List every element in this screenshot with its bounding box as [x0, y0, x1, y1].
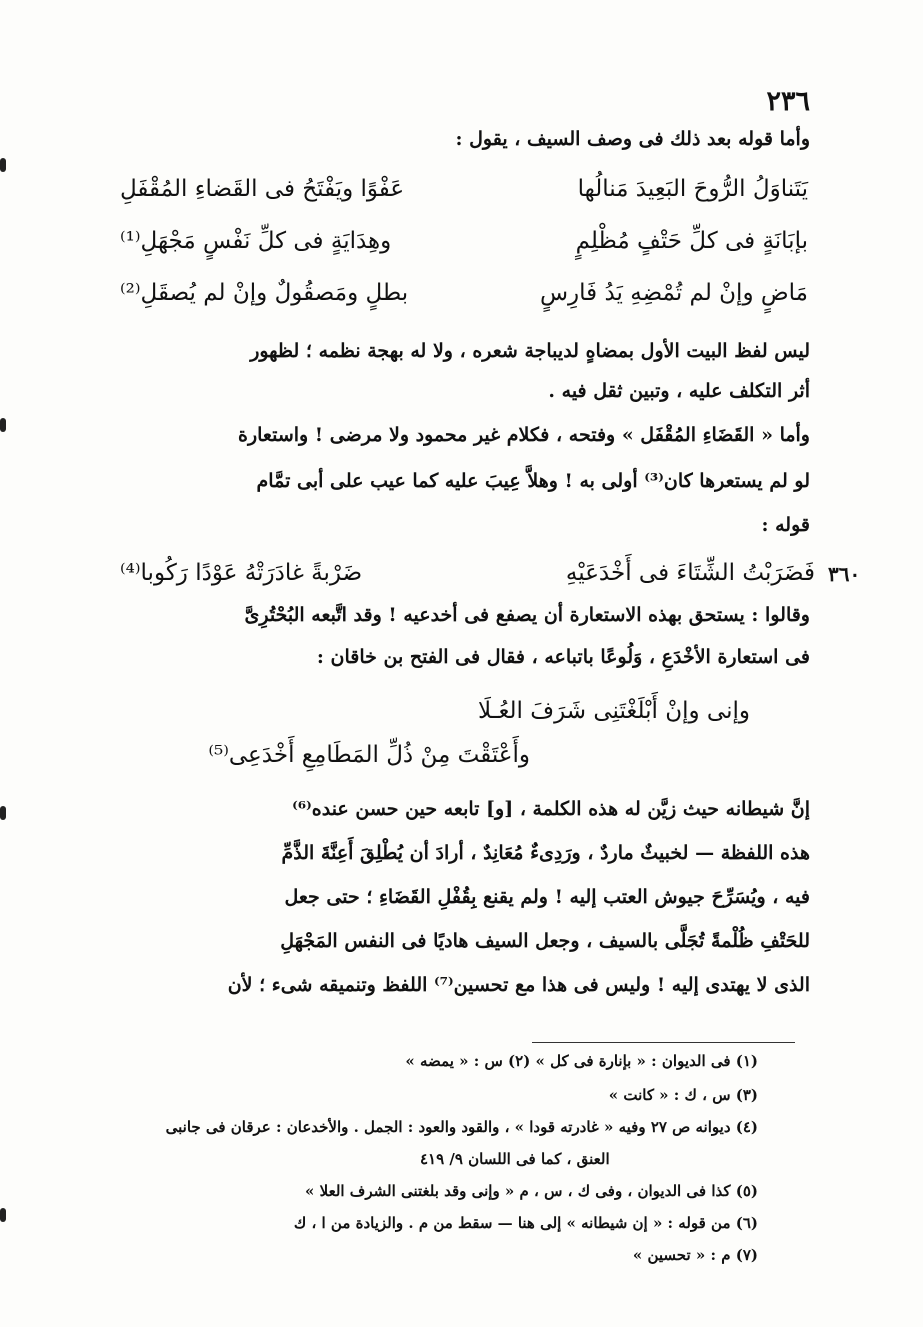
footnote-divider — [532, 1042, 795, 1043]
paragraph-line: لو لم يستعرها كان⁽³⁾ أولى به ! وهلاَّ عِيبَ عليه كما عيب على أبى تمَّام — [256, 470, 810, 492]
paragraph-line: ليس لفظ البيت الأول بمضاهٍ لديباجة شعره ، ولا له بهجة نظمه ؛ لظهور — [250, 340, 810, 362]
verse-number: ٣٦٠ — [828, 562, 861, 586]
paragraph-line: قوله : — [761, 514, 810, 536]
paragraph-line: وأما « القَضَاءِ المُقْفَل » وفتحه ، فكلام غير محمود ولا مرضى ! واستعارة — [238, 424, 810, 446]
paragraph-line: فى استعارة الأخْدَعِ ، وَلُوعًا باتباعه ، فقال فى الفتح بن خاقان : — [316, 646, 810, 668]
footnote: (٦) من قوله : « إن شيطانه » إلى هنا — سقط من م . والزيادة من ا ، ك — [293, 1214, 758, 1232]
verse-hemistich-left: وهِدَايَةٍ فى كلِّ نَفْسٍ مَجْهَلِ⁽¹⁾ — [120, 228, 392, 254]
paragraph-line: للحَتْفِ ظُلْمةً تُجَلَّى بالسيف ، وجعل السيف هاديًا فى النفس المَجْهَلِ — [280, 930, 810, 952]
verse-hemistich-left: ضَرْبةً غادَرَتْهُ عَوْدًا رَكُوبا⁽⁴⁾ — [120, 560, 363, 586]
scan-speck — [0, 1208, 6, 1222]
footnote: العنق ، كما فى اللسان ٩/ ٤١٩ — [420, 1150, 610, 1168]
paragraph-line: الذى لا يهتدى إليه ! وليس فى هذا مع تحسين⁽⁷⁾ اللفظ وتنميقه شىء ؛ لأن — [227, 974, 810, 996]
footnote: (٥) كذا فى الديوان ، وفى ك ، س ، م « وإنى وقد بلغتنى الشرف العلا » — [305, 1182, 758, 1200]
verse-hemistich-right: يَتَناوَلُ الرُّوحَ البَعِيدَ مَنالُها — [577, 176, 808, 202]
verse-hemistich-left: عَفْوًا ويَفْتَحُ فى القَضاءِ المُقْفَلِ — [120, 176, 405, 202]
paragraph-line: أثر التكلف عليه ، وتبين ثقل فيه . — [548, 380, 810, 402]
page-number: ٢٣٦ — [766, 86, 810, 117]
poem-line: وأَعْتَقْتَ مِنْ ذُلِّ المَطَامِعِ أَخْدَعِى⁽⁵⁾ — [208, 742, 530, 768]
paragraph-line: فيه ، ويُسَرِّحَ جيوش العتب إليه ! ولم يقنع بِقُفْلِ القَضَاءِ ؛ حتى جعل — [284, 886, 810, 908]
scan-speck — [0, 418, 6, 432]
footnote: (٧) م : « تحسين » — [632, 1246, 758, 1264]
scan-speck — [0, 806, 6, 820]
verse-hemistich-right: بإبَانَةٍ فى كلِّ حَتْفٍ مُظْلِمٍ — [575, 228, 808, 254]
footnote: (٤) ديوانه ص ٢٧ وفيه « غادرته قودا » ، والقود والعود : الجمل . والأخدعان : عرقان فى جانبى — [165, 1118, 758, 1136]
footnote: (٣) س ، ك : « كانت » — [608, 1086, 758, 1104]
paragraph-line: وقالوا : يستحق بهذه الاستعارة أن يصفع فى أخدعيه ! وقد اتَّبعه البُحْتُرِىَّ — [244, 604, 810, 626]
poem-line: وإنى وإنْ أَبْلَغْتَنِى شَرَفَ العُـلَا — [477, 698, 750, 724]
verse-hemistich-right: مَاضٍ وإنْ لم تُمْضِهِ يَدُ فَارِسٍ — [539, 280, 808, 306]
paragraph-line: هذه اللفظة — لخبيثٌ ماردٌ ، ورَدِىءٌ مُعَانِدٌ ، أرادَ أن يُطْلِقَ أَعِنَّةَ الذَّمِّ — [281, 842, 810, 864]
paragraph-line: إنَّ شيطانه حيث زيَّن له هذه الكلمة ، [و] تابعه حين حسن عنده⁽⁶⁾ — [292, 798, 810, 820]
scan-speck — [0, 158, 6, 172]
verse-hemistich-left: بطلٍ ومَصقُولٌ وإنْ لم يُصقَلِ⁽²⁾ — [120, 280, 409, 306]
footnote: (١) فى الديوان : « بإنارة فى كل » (٢) س : « يمضه » — [405, 1052, 758, 1070]
intro-line: وأما قوله بعد ذلك فى وصف السيف ، يقول : — [455, 128, 810, 150]
verse-hemistich-right: فَضَرَبْتُ الشِّتَاءَ فى أَخْدَعَيْهِ — [565, 560, 815, 586]
